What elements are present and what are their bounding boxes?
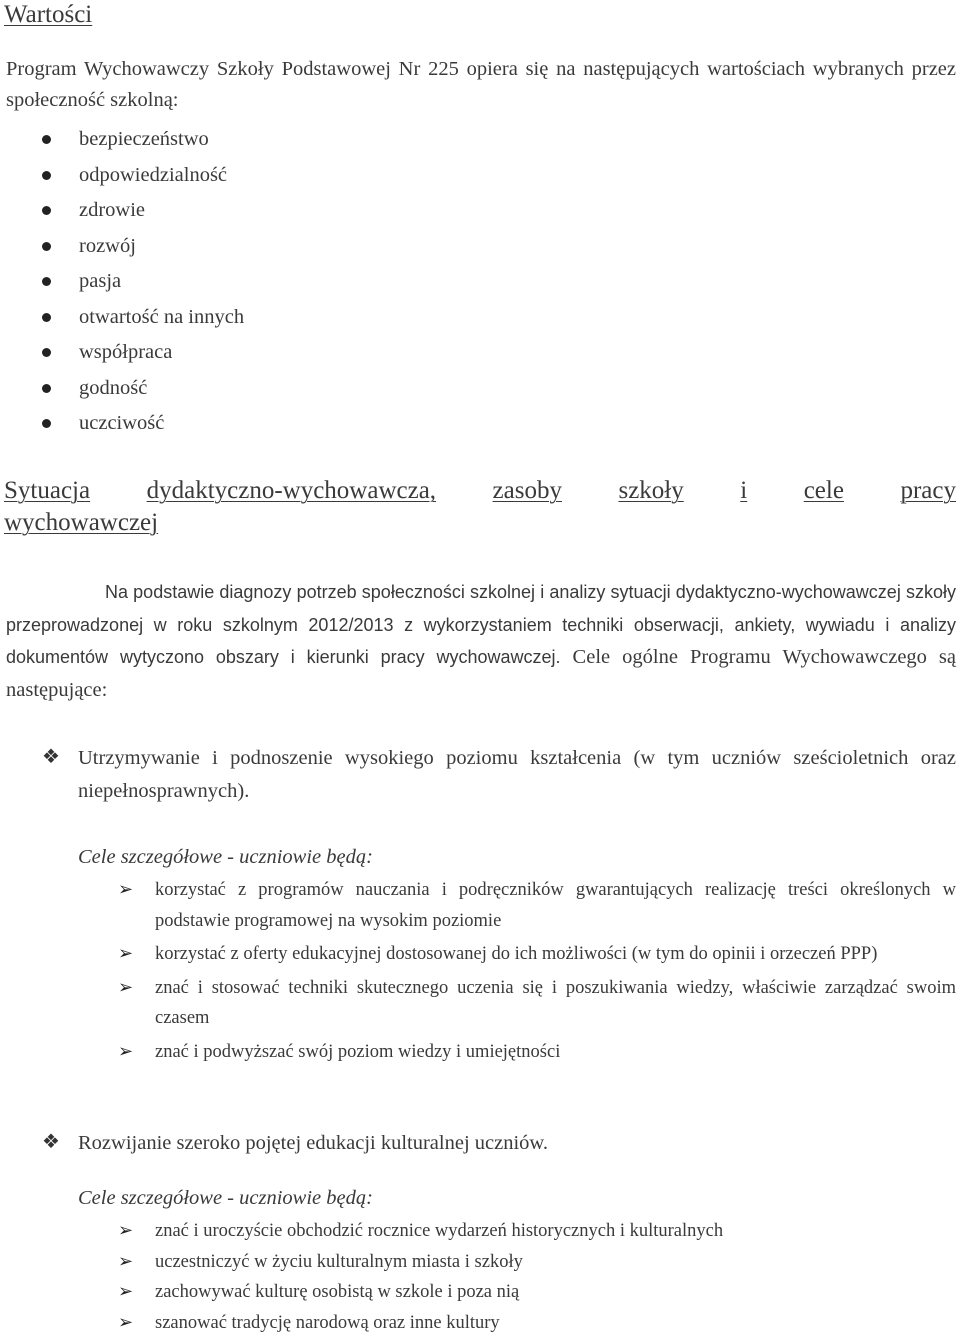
heading-sytuacja (4, 475, 956, 539)
list-item: ➢ korzystać z programów nauczania i podręczników gwarantujących realizację treści określonych w podstawie programowej na wysokim poziomie (118, 875, 956, 936)
list-item: ➢ szanować tradycję narodową oraz inne kultury (118, 1308, 956, 1338)
list-item: rozwój (0, 229, 244, 265)
arrow-bullet-icon: ➢ (118, 973, 133, 1004)
list-item: ➢ znać i podwyższać swój poziom wiedzy i umiejętności (118, 1037, 956, 1068)
bullet-icon (42, 242, 51, 251)
bullet-icon (42, 135, 51, 144)
detail-list (118, 1216, 956, 1338)
arrow-bullet-icon: ➢ (118, 1308, 133, 1338)
list-item: otwartość na innych (0, 300, 244, 336)
detail-heading: Cele szczegółowe - uczniowie będą: (78, 1183, 373, 1213)
list-item: zdrowie (0, 193, 244, 229)
bullet-icon (42, 313, 51, 322)
arrow-bullet-icon: ➢ (118, 875, 133, 906)
body-paragraph: Na podstawie diagnozy potrzeb społeczności szkolnej i analizy sytuacji dydaktyczno-wychowawczej szkoły przeprowadzonej w roku szkolnym 2012/2013 z wykorzystaniem techniki obserwacji, ankiety, wywiadu i analizy dokumentów wytyczono obszary i kierunki pracy wychowawczej. Cele ogólne Programu Wychowawczego są następujące: (6, 576, 956, 706)
list-item: ➢ korzystać z oferty edukacyjnej dostosowanej do ich możliwości (w tym do opinii i orzeczeń PPP) (118, 939, 956, 970)
list-item: pasja (0, 264, 244, 300)
goal-title: Rozwijanie szeroko pojętej edukacji kulturalnej uczniów. (78, 1127, 956, 1160)
arrow-bullet-icon: ➢ (118, 1037, 133, 1068)
diamond-bullet-icon: ❖ (42, 1129, 60, 1154)
list-item: ➢ zachowywać kulturę osobistą w szkole i poza nią (118, 1277, 956, 1308)
list-item: ➢ uczestniczyć w życiu kulturalnym miasta i szkoły (118, 1247, 956, 1278)
arrow-bullet-icon: ➢ (118, 939, 133, 970)
arrow-bullet-icon: ➢ (118, 1247, 133, 1278)
arrow-bullet-icon: ➢ (118, 1277, 133, 1308)
list-item: bezpieczeństwo (0, 122, 244, 158)
values-list (0, 122, 244, 442)
goal-title: Utrzymywanie i podnoszenie wysokiego poziomu kształcenia (w tym uczniów sześcioletnich oraz niepełnosprawnych). (78, 742, 956, 807)
detail-heading: Cele szczegółowe - uczniowie będą: (78, 842, 373, 872)
bullet-icon (42, 277, 51, 286)
heading-wartosci: Wartości (4, 0, 92, 30)
bullet-icon (42, 384, 51, 393)
heading-line-2: wychowawczej (4, 507, 956, 539)
list-item: uczciwość (0, 406, 244, 442)
list-item: współpraca (0, 335, 244, 371)
list-item: ➢ znać i uroczyście obchodzić rocznice wydarzeń historycznych i kulturalnych (118, 1216, 956, 1247)
list-item: odpowiedzialność (0, 158, 244, 194)
bullet-icon (42, 348, 51, 357)
bullet-icon (42, 206, 51, 215)
bullet-icon (42, 419, 51, 428)
list-item: godność (0, 371, 244, 407)
heading-line-1: Sytuacja dydaktyczno-wychowawcza, zasoby szkoły i cele pracy (4, 475, 956, 507)
detail-list (118, 875, 956, 1067)
bullet-icon (42, 171, 51, 180)
list-item: ➢ znać i stosować techniki skutecznego uczenia się i poszukiwania wiedzy, właściwie zarządzać swoim czasem (118, 973, 956, 1034)
diamond-bullet-icon: ❖ (42, 744, 60, 769)
arrow-bullet-icon: ➢ (118, 1216, 133, 1247)
intro-paragraph: Program Wychowawczy Szkoły Podstawowej Nr 225 opiera się na następujących wartościach wybranych przez społeczność szkolną: (6, 54, 956, 116)
